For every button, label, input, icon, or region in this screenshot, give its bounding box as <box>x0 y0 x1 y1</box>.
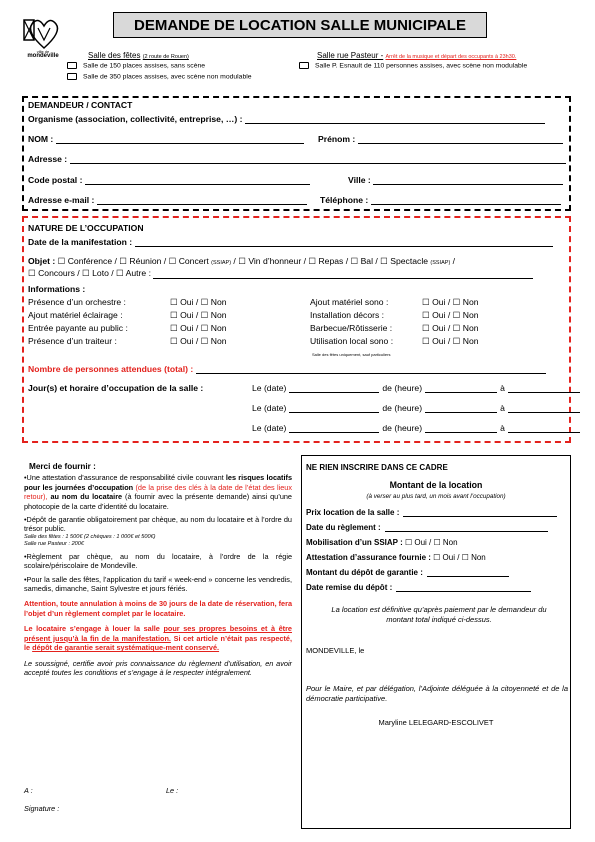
info-row <box>28 310 227 321</box>
option-salle-350[interactable] <box>67 73 252 80</box>
admin-label: Attestation d’assurance fournie : <box>306 553 431 562</box>
salle-pasteur-note: Arrêt de la musique et départ des occupants à 23h30. <box>385 54 517 60</box>
objet-concert[interactable]: Concert <box>178 256 209 266</box>
adresse-field[interactable] <box>28 154 566 164</box>
text: Le locataire s’engage à louer la salle <box>24 624 164 634</box>
nom-label: NOM : <box>28 134 54 144</box>
info-row <box>310 297 479 308</box>
admin-label: Date du règlement : <box>306 523 381 532</box>
non-option[interactable]: ☐ Non <box>459 553 486 562</box>
admin-row-remise[interactable] <box>306 583 531 592</box>
organisme-label: Organisme (association, collectivité, entreprise, …) : <box>28 114 243 124</box>
salle-pasteur-title: Salle rue Pasteur - <box>317 51 384 60</box>
ville-label: Ville : <box>348 175 371 185</box>
info-row <box>310 336 479 347</box>
admin-line[interactable] <box>427 576 509 577</box>
info-row <box>310 310 479 321</box>
objet-bal[interactable]: Bal <box>360 256 373 266</box>
objet-autre[interactable]: Autre : <box>125 268 151 278</box>
oui-label: Oui / <box>414 538 432 547</box>
info-label: Présence d’un orchestre : <box>28 297 126 307</box>
oui-label: Oui / <box>432 336 451 346</box>
objet-loto[interactable]: Loto <box>92 268 109 278</box>
heure-fin-line[interactable] <box>508 432 580 433</box>
objet-reunion[interactable]: Réunion <box>129 256 162 266</box>
admin-line[interactable] <box>385 531 548 532</box>
de-heure-label: de (heure) <box>382 403 423 413</box>
code-postal-label: Code postal : <box>28 175 83 185</box>
horaire-row[interactable] <box>252 383 580 393</box>
option-label: Salle de 150 places assises, sans scène <box>83 62 206 70</box>
option-label: Salle de 350 places assises, avec scène non modulable <box>83 73 252 81</box>
salle-fetes-address: (2 route de Rouen) <box>142 54 189 60</box>
ville-field[interactable] <box>348 175 563 185</box>
text: (à fournir avec la présente demande) ainsi qu’une photocopie de la carte d’identité du locataire. <box>24 492 292 511</box>
admin-label: Montant du dépôt de garantie : <box>306 568 423 577</box>
horaire-row[interactable] <box>252 403 580 413</box>
objet-vin-honneur[interactable]: Vin d’honneur <box>248 256 302 266</box>
signature-field[interactable]: Signature : <box>24 804 60 813</box>
depot-pasteur: Salle rue Pasteur : 200€ <box>24 540 85 547</box>
engagement-warning <box>24 624 292 652</box>
objet-row-1: Objet : ☐ Conférence / ☐ Réunion / ☐ Concert (SSIAP) / ☐ Vin d’honneur / ☐ Repas / ☐ Bal / ☐ Spectacle (SSIAP) / <box>28 256 456 266</box>
nb-personnes-label: Nombre de personnes attendues (total) : <box>28 364 194 374</box>
location-definitive: La location est définitive qu’après paiement par le demandeur du montant total indiqué ci-dessus. <box>331 605 547 624</box>
date-line[interactable] <box>289 432 379 433</box>
salle-fetes-title: Salle des fêtes <box>88 51 141 60</box>
nom-field[interactable] <box>28 134 304 144</box>
info-label: Entrée payante au public : <box>28 323 128 333</box>
info-label: Ajout matériel éclairage : <box>28 310 123 320</box>
objet-conference[interactable]: Conférence <box>67 256 113 266</box>
date-signature-field[interactable]: Le : <box>166 786 179 795</box>
text: au nom du locataire <box>47 492 123 502</box>
info-label: Présence d’un traiteur : <box>28 336 117 346</box>
page-title: DEMANDE DE LOCATION SALLE MUNICIPALE <box>113 12 487 38</box>
heure-line[interactable] <box>425 392 497 393</box>
info-row <box>28 297 227 308</box>
jours-label: Jour(s) et horaire d’occupation de la salle : <box>28 383 204 393</box>
oui-option[interactable]: ☐ Oui / <box>170 297 199 307</box>
option-label: Salle P. Esnault de 110 personnes assises, avec scène non modulable <box>315 62 528 70</box>
ssiap-note: (SSIAP) <box>211 260 232 266</box>
oui-label: Oui / <box>180 323 199 333</box>
non-option[interactable]: ☐ Non <box>198 297 227 307</box>
checkbox[interactable] <box>67 62 77 69</box>
text: •Une attestation d’assurance de responsabilité civile couvrant <box>24 473 226 483</box>
non-option[interactable]: ☐ Non <box>198 310 227 320</box>
ssiap-note: (SSIAP) <box>430 260 451 266</box>
non-option[interactable]: ☐ Non <box>450 336 479 346</box>
objet-label: Objet : <box>28 256 56 266</box>
admin-heading: NE RIEN INSCRIRE DANS CE CADRE <box>306 463 448 472</box>
info-label: Barbecue/Rôtisserie : <box>310 323 393 333</box>
checkbox[interactable] <box>67 73 77 80</box>
info-row <box>310 323 479 334</box>
logo-text <box>22 49 64 59</box>
non-option[interactable]: ☐ Non <box>431 538 458 547</box>
objet-concours[interactable]: Concours <box>38 268 75 278</box>
oui-label: Oui / <box>432 323 451 333</box>
salle-pasteur-heading <box>317 51 516 60</box>
le-date-label: Le (date) <box>252 383 287 393</box>
admin-line[interactable] <box>396 591 531 592</box>
oui-option[interactable]: ☐ Oui / <box>422 336 451 346</box>
a-label: à <box>500 383 505 393</box>
non-label: Non <box>462 323 479 333</box>
organisme-field[interactable] <box>28 114 545 124</box>
admin-row-ssiap[interactable] <box>306 538 458 547</box>
heure-fin-line[interactable] <box>508 392 580 393</box>
date-manifestation-field[interactable] <box>28 237 553 247</box>
admin-label: Prix location de la salle : <box>306 508 400 517</box>
admin-row-depot[interactable] <box>306 568 509 577</box>
le-date-label: Le (date) <box>252 403 287 413</box>
text: les risques locatifs pour les journées d’occupation <box>24 473 293 492</box>
admin-label: Date remise du dépôt : <box>306 583 393 592</box>
admin-row-attestation[interactable] <box>306 553 486 562</box>
option-salle-pasteur[interactable] <box>299 62 527 69</box>
non-label: Non <box>210 297 227 307</box>
de-heure-label: de (heure) <box>382 423 423 433</box>
email-field[interactable] <box>28 195 307 205</box>
a-label: à <box>500 423 505 433</box>
info-label: Utilisation local sono : <box>310 336 394 346</box>
adresse-label: Adresse : <box>28 154 68 164</box>
text: (de la prise des clés à la date de l’état des lieux retour), <box>24 482 292 502</box>
objet-spectacle[interactable]: Spectacle <box>390 256 429 266</box>
non-option[interactable]: ☐ Non <box>450 297 479 307</box>
a-label: à <box>500 403 505 413</box>
objet-row-2: ☐ Concours / ☐ Loto / ☐ Autre : <box>28 268 533 279</box>
de-heure-label: de (heure) <box>382 383 423 393</box>
oui-option[interactable]: ☐ Oui / <box>170 336 199 346</box>
oui-option[interactable]: ☐ Oui / <box>422 323 451 333</box>
non-label: Non <box>462 336 479 346</box>
fournir-section <box>24 462 292 677</box>
demandeur-heading: DEMANDEUR / CONTACT <box>28 100 133 110</box>
date-manifestation-label: Date de la manifestation : <box>28 237 133 247</box>
lieu-field[interactable]: A : <box>24 786 33 795</box>
oui-option[interactable]: ☐ Oui / <box>430 553 460 562</box>
non-label: Non <box>210 323 227 333</box>
logo-small: ville de <box>36 49 50 54</box>
heure-line[interactable] <box>425 412 497 413</box>
objet-repas[interactable]: Repas <box>318 256 344 266</box>
oui-label: Oui / <box>432 310 451 320</box>
admin-row-reglement[interactable] <box>306 523 548 532</box>
fournir-assurance <box>24 473 292 511</box>
non-label: Non <box>210 336 227 346</box>
non-label: Non <box>471 553 486 562</box>
info-label: Ajout matériel sono : <box>310 297 389 307</box>
montant-title: Montant de la location <box>389 480 483 490</box>
non-label: Non <box>462 297 479 307</box>
oui-option[interactable]: ☐ Oui / <box>422 310 451 320</box>
info-label: Installation décors : <box>310 310 385 320</box>
signataire-name: Maryline LELEGARD-ESCOLIVET <box>378 718 494 727</box>
fournir-depot: •Dépôt de garantie obligatoirement par chèque, au nom du locataire et à l’ordre du trésor public. <box>24 515 292 534</box>
heure-fin-line[interactable] <box>508 412 580 413</box>
admin-row-prix[interactable] <box>306 508 557 517</box>
prenom-field[interactable] <box>318 134 563 144</box>
oui-label: Oui / <box>180 297 199 307</box>
oui-label: Oui / <box>180 336 199 346</box>
mondeville-le: MONDEVILLE, le <box>306 646 365 655</box>
non-label: Non <box>442 538 458 547</box>
horaire-row[interactable] <box>252 423 580 433</box>
oui-option[interactable]: ☐ Oui / <box>422 297 451 307</box>
non-option[interactable]: ☐ Non <box>450 323 479 333</box>
info-row <box>28 323 227 334</box>
depot-fetes: Salle des fêtes : 1 500€ (2 chèques : 1 000€ et 500€) <box>24 533 156 540</box>
heure-line[interactable] <box>425 432 497 433</box>
fournir-reglement: •Règlement par chèque, au nom du locataire, à l’ordre de la régie scolaire/périscolaire de Mondeville. <box>24 551 292 571</box>
oui-option[interactable]: ☐ Oui / <box>170 323 199 333</box>
admin-label: Mobilisation d’un SSIAP : <box>306 538 403 547</box>
text: Si cet article n’était pas respecté, le <box>24 633 292 653</box>
logo-city: mondeville <box>27 53 59 59</box>
oui-label: Oui / <box>432 297 451 307</box>
date-line[interactable] <box>289 412 379 413</box>
non-option[interactable]: ☐ Non <box>450 310 479 320</box>
date-line[interactable] <box>289 392 379 393</box>
annulation-warning: Attention, toute annulation à moins de 30 jours de la date de réservation, fera l’objet d’un règlement complet par le locataire. <box>24 599 293 618</box>
text: dépôt de garantie serait systématique-ment conservé. <box>32 643 220 653</box>
prenom-label: Prénom : <box>318 134 356 144</box>
oui-option[interactable]: ☐ Oui / <box>170 310 199 320</box>
nb-personnes-field[interactable] <box>28 364 546 374</box>
certification-text: Le soussigné, certifie avoir pris connaissance du règlement d’utilisation, en avoir accepté toutes les conditions et s’engage à le respecter intégralement. <box>24 658 292 677</box>
fournir-tarif: •Pour la salle des fêtes, l’application du tarif « week-end » concerne les vendredis, samedis, dimanche, Saint Sylvestre et jours fériés. <box>24 574 292 594</box>
oui-option[interactable]: ☐ Oui / <box>402 538 432 547</box>
admin-line[interactable] <box>403 516 557 517</box>
le-date-label: Le (date) <box>252 423 287 433</box>
sono-note: Salle des fêtes uniquement, sauf particuliers <box>312 352 391 357</box>
montant-note: (à verser au plus tard, un mois avant l’occupation) <box>366 493 506 500</box>
option-salle-150[interactable] <box>67 62 205 69</box>
delegation-text: Pour le Maire, et par délégation, l’Adjointe déléguée à la citoyenneté et de la démocratie participative. <box>306 684 568 703</box>
code-postal-field[interactable] <box>28 175 310 185</box>
checkbox[interactable] <box>299 62 309 69</box>
non-label: Non <box>210 310 227 320</box>
telephone-label: Téléphone : <box>320 195 369 205</box>
oui-label: Oui / <box>442 553 460 562</box>
non-option[interactable]: ☐ Non <box>198 323 227 333</box>
non-option[interactable]: ☐ Non <box>198 336 227 346</box>
oui-label: Oui / <box>180 310 199 320</box>
telephone-field[interactable] <box>320 195 561 205</box>
email-label: Adresse e-mail : <box>28 195 95 205</box>
informations-heading: Informations : <box>28 284 86 294</box>
salle-fetes-heading <box>88 51 189 60</box>
non-label: Non <box>462 310 479 320</box>
info-row <box>28 336 227 347</box>
fournir-heading: Merci de fournir : <box>29 462 96 471</box>
text: pour ses propres besoins et à être présent jusqu’à la fin de la manifestation. <box>24 624 292 643</box>
occupation-heading: NATURE DE L’OCCUPATION <box>28 223 144 233</box>
